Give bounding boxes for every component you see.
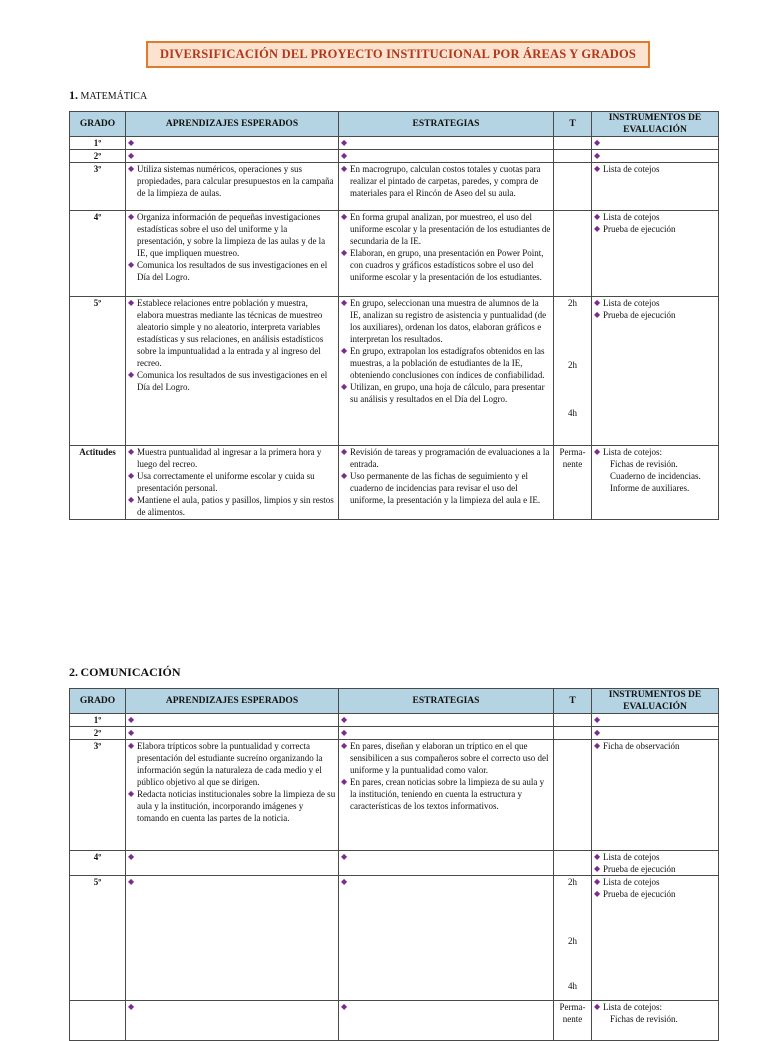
table-row	[70, 851, 719, 876]
aprendizaje-text: Comunica los resultados de sus investigaciones en el Día del Logro.	[137, 260, 328, 282]
aprendizaje-text: Usa correctamente el uniforme escolar y cuida su presentación personal.	[137, 471, 315, 493]
bullet-icon	[128, 369, 137, 381]
table-row	[70, 211, 719, 297]
bullet-icon	[594, 851, 603, 863]
grade-cell: 2º	[70, 727, 126, 740]
bullet-icon	[341, 740, 350, 752]
estrategia-text: En grupo, seleccionan una muestra de alumnos de la IE, analizan su registro de asistencia y puntualidad (de los auxiliares), ordenan los datos, elaboran gráficos e interpretan los resultados.	[350, 298, 547, 344]
estrategia-text: En pares, crean noticias sobre la limpieza de su aula y la institución, teniendo en cuenta la estructura y características de los textos informativos.	[350, 777, 545, 811]
bullet-icon	[128, 851, 137, 863]
bullet-icon	[341, 727, 350, 739]
bullet-icon	[594, 163, 603, 175]
time-value: 4h	[568, 981, 577, 991]
estrategia-text: Elaboran, en grupo, una presentación en Power Point, con cuadros y gráficos estadísticos sobre el uso del uniforme escolar y la presentación de los estudiantes.	[350, 248, 544, 282]
estrategia-text: En forma grupal analizan, por muestreo, el uso del uniforme escolar y la presentación de los estudiantes de secundaria de la IE.	[350, 212, 551, 246]
estrategia-text: Revisión de tareas y programación de evaluaciones a la entrada.	[350, 447, 550, 469]
aprendizaje-text: Establece relaciones entre población y muestra, elabora muestras mediante las técnicas de muestreo aleatorio simple y no aleatorio, interpreta variables estadísticas y sus relaciones, en análisis estadísticos sobre la impuntualidad a la entrada y al ingreso del recreo.	[137, 298, 324, 368]
bullet-icon	[128, 1001, 137, 1013]
aprendizaje-text: Organiza información de pequeñas investigaciones estadísticas sobre el uso del uniforme y la presentación, y sobre la limpieza de las aulas y de la IE, que impliquen muestreo.	[137, 212, 326, 258]
time-value: 2h	[568, 877, 577, 887]
instrumento-text: Prueba de ejecución	[603, 224, 676, 234]
grade-cell: 4º	[70, 211, 126, 297]
estrategia-text: En pares, diseñan y elaboran un tríptico en el que sensibilicen a sus compañeros sobre el correcto uso del uniforme y la puntualidad como valor.	[350, 741, 549, 775]
table-row	[70, 727, 719, 740]
table-row	[70, 297, 719, 446]
header-t: T	[554, 112, 592, 137]
section-name: COMUNICACIÓN	[80, 665, 181, 679]
estrategia-text: En grupo, extrapolan los estadígrafos obtenidos en las muestras, a la población de estudiantes de la IE, obteniendo conclusiones con índices de confiabilidad.	[350, 346, 545, 380]
sub-item: Informe de auxiliares.	[610, 483, 690, 493]
header-aprendizajes: APRENDIZAJES ESPERADOS	[126, 689, 339, 714]
bullet-icon	[341, 1001, 350, 1013]
bullet-icon	[341, 381, 350, 393]
time-value: nente	[562, 459, 583, 469]
grade-cell: 1º	[70, 137, 126, 150]
aprendizaje-text: Comunica los resultados de sus investigaciones en el Día del Logro.	[137, 370, 328, 392]
table-row	[70, 714, 719, 727]
matematica-table	[69, 111, 719, 520]
bullet-icon	[594, 137, 603, 149]
bullet-icon	[341, 851, 350, 863]
time-value: Perma-	[559, 447, 586, 457]
time-value: 4h	[568, 408, 577, 418]
bullet-icon	[594, 223, 603, 235]
comunicacion-table	[69, 688, 719, 1041]
table-row	[70, 150, 719, 163]
instrumento-text: Prueba de ejecución	[603, 864, 676, 874]
table-row	[70, 446, 719, 520]
header-grado: GRADO	[70, 689, 126, 714]
bullet-icon	[341, 876, 350, 888]
instrumento-text: Lista de cotejos:	[603, 1002, 662, 1012]
header-aprendizajes: APRENDIZAJES ESPERADOS	[126, 112, 339, 137]
time-value: nente	[562, 1014, 583, 1024]
grade-cell: 2º	[70, 150, 126, 163]
header-estrategias: ESTRATEGIAS	[339, 112, 554, 137]
instrumento-text: Lista de cotejos	[603, 852, 660, 862]
bullet-icon	[341, 714, 350, 726]
bullet-icon	[594, 446, 603, 458]
aprendizaje-text: Mantiene el aula, patios y pasillos, limpios y sin restos de alimentos.	[137, 495, 334, 517]
bullet-icon	[128, 740, 137, 752]
bullet-icon	[341, 137, 350, 149]
table-row	[70, 876, 719, 1001]
bullet-icon	[594, 863, 603, 875]
bullet-icon	[594, 714, 603, 726]
section-number: 2.	[69, 665, 78, 679]
estrategia-text: Utilizan, en grupo, una hoja de cálculo, para presentar su análisis y resultados en el Día del Logro.	[350, 382, 545, 404]
header-grado: GRADO	[70, 112, 126, 137]
bullet-icon	[341, 297, 350, 309]
section-heading-comunicacion	[69, 665, 181, 680]
bullet-icon	[341, 211, 350, 223]
bullet-icon	[128, 876, 137, 888]
sub-item: Cuaderno de incidencias.	[610, 471, 701, 481]
table-header-row	[70, 112, 719, 137]
bullet-icon	[341, 776, 350, 788]
bullet-icon	[594, 150, 603, 162]
table-row	[70, 1001, 719, 1041]
bullet-icon	[128, 788, 137, 800]
sub-item: Fichas de revisión.	[610, 1014, 678, 1024]
aprendizaje-text: Redacta noticias institucionales sobre la limpieza de su aula y la institución, incorporando imágenes y tomando en cuenta las partes de la noticia.	[137, 789, 336, 823]
bullet-icon	[341, 345, 350, 357]
header-t: T	[554, 689, 592, 714]
bullet-icon	[594, 876, 603, 888]
table-row	[70, 137, 719, 150]
bullet-icon	[594, 740, 603, 752]
aprendizaje-text: Muestra puntualidad al ingresar a la primera hora y luego del recreo.	[137, 447, 322, 469]
grade-cell: 5º	[70, 297, 126, 446]
sub-item: Fichas de revisión.	[610, 459, 678, 469]
bullet-icon	[341, 470, 350, 482]
instrumento-text: Lista de cotejos	[603, 877, 660, 887]
instrumento-text: Lista de cotejos	[603, 298, 660, 308]
table-header-row	[70, 689, 719, 714]
section-name: MATEMÁTICA	[80, 91, 148, 102]
bullet-icon	[341, 446, 350, 458]
section-heading-matematica	[69, 88, 147, 103]
bullet-icon	[341, 163, 350, 175]
bullet-icon	[128, 446, 137, 458]
bullet-icon	[128, 259, 137, 271]
grade-cell: Actitudes	[70, 446, 126, 520]
bullet-icon	[341, 247, 350, 259]
table-row	[70, 740, 719, 851]
table-row	[70, 163, 719, 211]
bullet-icon	[128, 727, 137, 739]
document-title: DIVERSIFICACIÓN DEL PROYECTO INSTITUCIONAL POR ÁREAS Y GRADOS	[146, 41, 650, 68]
instrumento-text: Lista de cotejos	[603, 212, 660, 222]
bullet-icon	[594, 1001, 603, 1013]
bullet-icon	[341, 150, 350, 162]
header-estrategias: ESTRATEGIAS	[339, 689, 554, 714]
grade-cell: 3º	[70, 163, 126, 211]
bullet-icon	[128, 137, 137, 149]
bullet-icon	[128, 211, 137, 223]
bullet-icon	[594, 297, 603, 309]
time-value: Perma-	[559, 1002, 586, 1012]
grade-cell: 5º	[70, 876, 126, 1001]
time-value: 2h	[568, 298, 577, 308]
time-value: 2h	[568, 360, 577, 370]
grade-cell: 3º	[70, 740, 126, 851]
bullet-icon	[128, 150, 137, 162]
instrumento-text: Lista de cotejos	[603, 164, 660, 174]
section-number: 1.	[69, 88, 78, 102]
header-instrumentos: INSTRUMENTOS DE EVALUACIÓN	[592, 112, 719, 137]
bullet-icon	[594, 888, 603, 900]
bullet-icon	[594, 309, 603, 321]
instrumento-text: Ficha de observación	[603, 741, 680, 751]
aprendizaje-text: Utiliza sistemas numéricos, operaciones y sus propiedades, para calcular presupuestos en la campaña de la limpieza de aulas.	[137, 164, 334, 198]
bullet-icon	[128, 470, 137, 482]
bullet-icon	[594, 211, 603, 223]
estrategia-text: En macrogrupo, calculan costos totales y cuotas para realizar el pintado de carpetas, paredes, y compra de materiales para el Rincón de Aseo del su aula.	[350, 164, 541, 198]
bullet-icon	[128, 714, 137, 726]
header-instrumentos: INSTRUMENTOS DE EVALUACIÓN	[592, 689, 719, 714]
instrumento-text: Prueba de ejecución	[603, 310, 676, 320]
instrumento-text: Lista de cotejos:	[603, 447, 662, 457]
grade-cell: 1º	[70, 714, 126, 727]
bullet-icon	[128, 494, 137, 506]
bullet-icon	[128, 163, 137, 175]
bullet-icon	[594, 727, 603, 739]
estrategia-text: Uso permanente de las fichas de seguimiento y el cuaderno de incidencias para revisar el uso del uniforme, la presentación y la limpieza del aula e IE.	[350, 471, 541, 505]
instrumento-text: Prueba de ejecución	[603, 889, 676, 899]
grade-cell: 4º	[70, 851, 126, 876]
bullet-icon	[128, 297, 137, 309]
aprendizaje-text: Elabora trípticos sobre la puntualidad y correcta presentación del estudiante sucreíno organizando la información según la naturaleza de cada medio y el público objetivo al que se dirigen.	[137, 741, 323, 787]
time-value: 2h	[568, 936, 577, 946]
